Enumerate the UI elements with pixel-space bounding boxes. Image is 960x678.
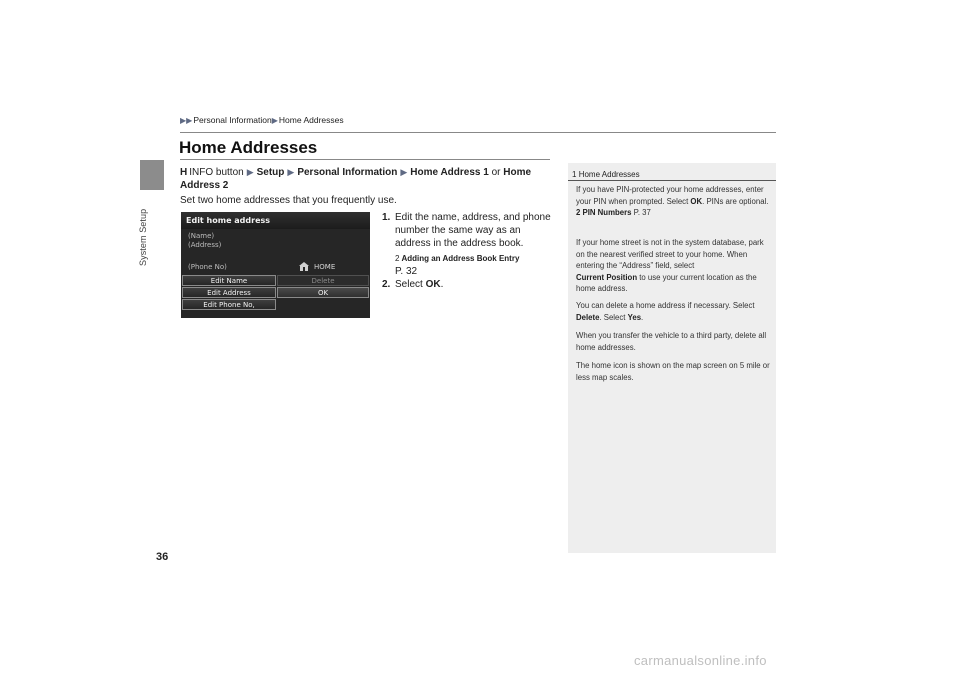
path-setup: Setup — [256, 167, 285, 178]
xref-link[interactable]: Adding an Address Book Entry — [401, 254, 520, 263]
home-label: HOME — [314, 263, 336, 271]
breadcrumb-item-home-addresses[interactable]: Home Addresses — [278, 115, 344, 125]
house-icon — [299, 262, 309, 271]
watermark: carmanualsonline.info — [634, 653, 767, 668]
step-text: Select — [395, 279, 423, 290]
nav-screen-image — [181, 212, 370, 318]
breadcrumb — [180, 115, 344, 125]
header-divider — [180, 132, 776, 133]
cross-reference-icon: 2 — [576, 208, 581, 217]
page-title: Home Addresses — [179, 138, 318, 157]
screen-header: Edit home address — [181, 212, 370, 229]
section-tab — [140, 160, 164, 190]
step-xref[interactable] — [395, 252, 552, 265]
menu-path — [180, 166, 552, 192]
xref-page: P. 32 — [395, 266, 418, 277]
note-bold: Yes — [627, 312, 642, 322]
note-text: You can delete a home address if necessary. Select — [576, 301, 755, 310]
pin-numbers-link[interactable]: PIN Numbers — [582, 208, 632, 217]
home-button-icon: H — [180, 167, 188, 178]
ok-button[interactable]: OK — [277, 287, 369, 298]
screen-field-phone: (Phone No) — [188, 263, 227, 271]
note-pin — [576, 184, 772, 219]
step-number: 1. — [382, 212, 391, 223]
note-bold: OK — [690, 196, 703, 206]
breadcrumb-arrow-icon: ▶ — [271, 116, 278, 125]
path-arrow-icon: ▶ — [400, 167, 408, 177]
note-icon: 1 — [572, 170, 577, 179]
edit-phone-button[interactable]: Edit Phone No, — [182, 299, 276, 310]
screen-field-address: (Address) — [188, 241, 222, 249]
notes-title: Home Addresses — [578, 170, 640, 179]
ok-label: OK — [425, 279, 441, 290]
breadcrumb-arrow-icon: ▶▶ — [180, 116, 193, 125]
note-text: If you have PIN-protected your home addresses, enter your PIN when prompted. Select — [576, 185, 764, 206]
path-home-address-2: Home Address 2 — [180, 167, 532, 191]
page-number: 36 — [156, 551, 169, 563]
step-text: Edit the name, address, and phone number the same way as an address in the address book. — [395, 212, 551, 249]
screen-field-name: (Name) — [188, 232, 215, 240]
title-divider — [180, 159, 550, 160]
xref-page: P. 37 — [633, 208, 651, 217]
step-2 — [382, 278, 552, 291]
path-arrow-icon: ▶ — [246, 167, 254, 177]
step-1 — [382, 211, 552, 278]
note-text: . Select — [599, 312, 626, 322]
path-personal-information: Personal Information — [297, 167, 398, 178]
note-bold: Current Position — [576, 272, 638, 282]
intro-text: Set two home addresses that you frequently use. — [180, 195, 397, 206]
note-bold: Delete — [576, 312, 600, 322]
path-or: or — [491, 167, 501, 178]
delete-button[interactable]: Delete — [277, 275, 369, 286]
note-text: . PINs are optional. — [702, 196, 769, 206]
note-text: to use your current location as the home address. — [576, 272, 757, 293]
step-punct: . — [440, 279, 444, 290]
path-start: INFO button — [189, 167, 244, 178]
note-street — [576, 237, 772, 295]
edit-name-button[interactable]: Edit Name — [182, 275, 276, 286]
note-transfer: When you transfer the vehicle to a third party, delete all home addresses. — [576, 331, 767, 352]
note-delete — [576, 300, 772, 323]
notes-sidebar — [568, 163, 776, 553]
note-text: If your home street is not in the system database, park on the nearest verified street to your home. When entering the “Address” field, select — [576, 238, 764, 270]
notes-divider — [568, 180, 776, 181]
cross-reference-icon: 2 — [395, 254, 400, 263]
note-text: . — [641, 312, 644, 322]
note-home-icon: The home icon is shown on the map screen on 5 mile or less map scales. — [576, 361, 770, 382]
section-label: System Setup — [138, 208, 148, 266]
step-number: 2. — [382, 279, 391, 290]
breadcrumb-item-personal-information[interactable]: Personal Information — [193, 115, 272, 125]
path-arrow-icon: ▶ — [287, 167, 295, 177]
path-home-address-1: Home Address 1 — [410, 167, 489, 178]
edit-address-button[interactable]: Edit Address — [182, 287, 276, 298]
